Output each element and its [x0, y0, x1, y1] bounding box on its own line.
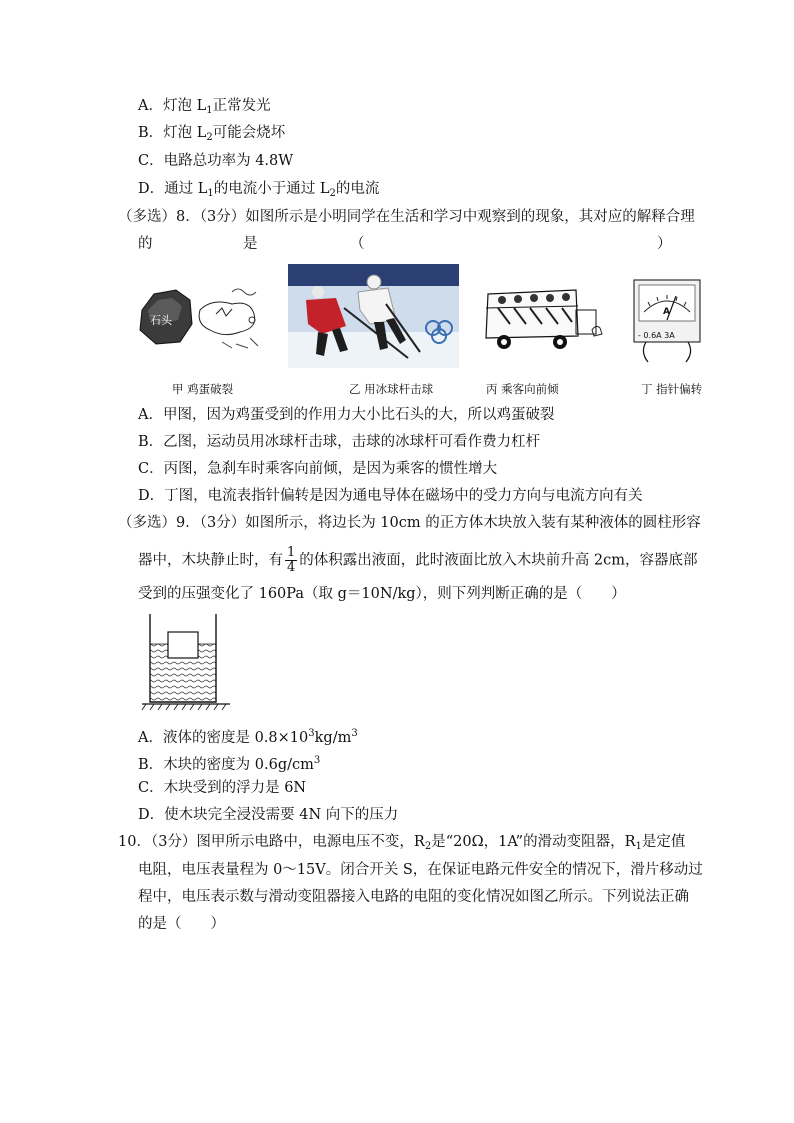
q9-option-b [138, 751, 320, 775]
q8-stem-word-de: 的 [138, 236, 153, 252]
q9-stem-line2-end: 的体积露出液面，此时液面比放入木块前升高 2cm，容器底部 [299, 552, 698, 569]
rock-label: 石头 [150, 314, 172, 327]
superscript: 3 [313, 755, 321, 766]
figure-jia-rock-egg [132, 280, 272, 360]
q9-stem-line2-start: 器中，木块静止时，有 [138, 552, 283, 569]
q7-option-d-text-end: 的电流 [335, 181, 380, 197]
q9-option-b-text: B．木块的密度为 0.6g/cm [138, 757, 314, 773]
subscript: 1 [635, 841, 642, 852]
ammeter-terminal-label: - 0.6A 3A [638, 331, 675, 340]
q7-option-a-text-end: 正常发光 [212, 98, 271, 114]
q8-stem-paren-close: ） [657, 236, 672, 252]
figure-bing-bus [480, 288, 610, 352]
figure-jia-caption: 甲 鸡蛋破裂 [172, 382, 234, 396]
q7-option-b-text-end: 可能会烧坏 [212, 125, 286, 141]
q8-option-d: D．丁图，电流表指针偏转是因为通电导体在磁场中的受力方向与电流方向有关 [138, 488, 643, 504]
q8-option-a: A．甲图，因为鸡蛋受到的作用力大小比石头的大，所以鸡蛋破裂 [138, 407, 555, 423]
q7-option-d-text: D．通过 L [138, 181, 208, 197]
q9-stem-line1: （多选）9．（3分）如图所示，将边长为 10cm 的正方体木块放入装有某种液体的圆柱形容 [118, 515, 701, 531]
figure-ding-caption: 丁 指针偏转 [641, 382, 703, 396]
fraction-one-quarter [285, 546, 297, 575]
q9-option-d: D．使木块完全浸没需要 4N 向下的压力 [138, 807, 399, 823]
q7-option-d [138, 179, 379, 204]
subscript: 2 [329, 188, 336, 199]
superscript: 3 [351, 728, 358, 739]
q8-stem-line1: （多选）8．（3分）如图所示是小明同学在生活和学习中观察到的现象，其对应的解释合理 [118, 209, 695, 225]
q8-stem-word-shi: 是 [243, 236, 258, 252]
q10-stem-line3: 程中，电压表示数与滑动变阻器接入电路的电阻的变化情况如图乙所示。下列说法正确 [138, 889, 689, 905]
figure-bing-caption: 丙 乘客向前倾 [486, 382, 559, 396]
q8-option-c: C．丙图，急刹车时乘客向前倾，是因为乘客的惯性增大 [138, 461, 498, 477]
figure-yi-ice-hockey [288, 264, 459, 368]
q7-option-b [138, 123, 285, 148]
q10-stem-line1 [118, 832, 685, 857]
subscript: 1 [206, 105, 213, 116]
figure-yi-caption: 乙 用冰球杆击球 [349, 382, 434, 396]
q8-option-b: B．乙图，运动员用冰球杆击球，击球的冰球杆可看作费力杠杆 [138, 434, 541, 450]
fraction-numerator: 1 [287, 545, 296, 560]
q9-stem-line2 [138, 546, 697, 575]
q9-stem-line3: 受到的压强变化了 160Pa（取 g＝10N/kg），则下列判断正确的是（ ） [138, 586, 626, 602]
subscript: 2 [424, 841, 432, 852]
q8-stem-paren-open: （ [350, 236, 365, 252]
q10-stem-line1-end: 是定值 [641, 834, 686, 850]
figure-ding-ammeter [632, 278, 702, 364]
q7-option-a-text: A．灯泡 L [138, 98, 207, 114]
q7-option-c: C．电路总功率为 4.8W [138, 153, 294, 169]
subscript: 1 [207, 188, 214, 199]
q10-stem-line1-mid: 是“20Ω，1A”的滑动变阻器，R [431, 834, 636, 850]
q7-option-b-text: B．灯泡 L [138, 125, 207, 141]
q7-option-d-text-mid: 的电流小于通过 L [213, 181, 330, 197]
subscript: 2 [206, 132, 213, 143]
q10-stem-line1-start: 10．（3分）图甲所示电路中，电源电压不变，R [118, 834, 425, 850]
q10-stem-line2: 电阻，电压表量程为 0～15V。闭合开关 S，在保证电路元件安全的情况下，滑片移动过 [138, 862, 703, 878]
q9-option-a-unit: kg/m [314, 730, 352, 746]
superscript: 3 [308, 728, 315, 739]
svg-text:A: A [663, 307, 670, 317]
fraction-denominator: 4 [287, 560, 296, 575]
q7-option-a [138, 96, 271, 121]
q9-option-a-text: A．液体的密度是 0.8×10 [138, 730, 309, 746]
q9-option-c: C．木块受到的浮力是 6N [138, 780, 307, 796]
figure-container-with-block [140, 612, 232, 712]
q10-stem-line4: 的是（ ） [138, 916, 225, 932]
q9-option-a [138, 724, 358, 748]
